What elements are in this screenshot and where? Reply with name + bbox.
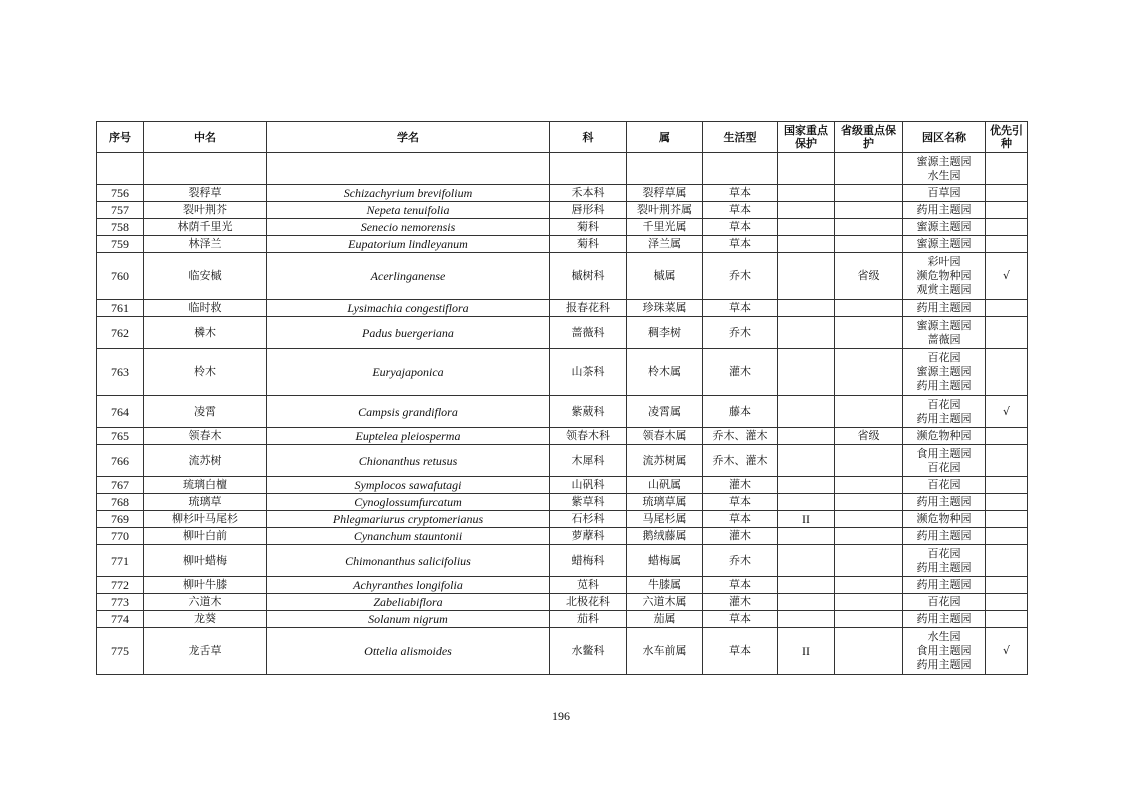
- cell-family: 水鳖科: [550, 628, 627, 675]
- table-row: [97, 628, 1028, 675]
- garden-name: 药用主题园: [916, 560, 972, 574]
- cell-garden-name: [903, 445, 986, 477]
- cell-garden-name: [903, 396, 986, 428]
- cell-priority: [986, 317, 1028, 349]
- cell-genus: 牛膝属: [627, 577, 703, 594]
- cell-scientific-name: Phlegmariurus cryptomerianus: [267, 511, 550, 528]
- cell-provincial-protection: [835, 396, 903, 428]
- cell-family: 菊科: [550, 236, 627, 253]
- table-row: [97, 528, 1028, 545]
- cell-provincial-protection: [835, 628, 903, 675]
- cell-life-form: 灌木: [703, 349, 778, 396]
- cell-chinese-name: 柳叶白前: [144, 528, 267, 545]
- cell-genus: 水车前属: [627, 628, 703, 675]
- cell-life-form: 草本: [703, 185, 778, 202]
- cell-life-form: 藤本: [703, 396, 778, 428]
- cell-family: 石杉科: [550, 511, 627, 528]
- cell-national-protection: [778, 577, 835, 594]
- garden-name: 药用主题园: [916, 529, 972, 542]
- cell-chinese-name: [144, 153, 267, 185]
- cell-family: 蔷薇科: [550, 317, 627, 349]
- cell-family: 唇形科: [550, 202, 627, 219]
- cell-national-protection: [778, 300, 835, 317]
- cell-no: 766: [97, 445, 144, 477]
- cell-genus: 裂稃草属: [627, 185, 703, 202]
- cell-chinese-name: 六道木: [144, 594, 267, 611]
- cell-provincial-protection: [835, 236, 903, 253]
- cell-no: 762: [97, 317, 144, 349]
- cell-priority: [986, 511, 1028, 528]
- table-row: [97, 477, 1028, 494]
- table-row: [97, 545, 1028, 577]
- cell-chinese-name: 橉木: [144, 317, 267, 349]
- garden-name: 百花园: [927, 351, 961, 364]
- garden-name: 百花园: [927, 460, 961, 474]
- garden-name: 药用主题园: [916, 203, 972, 216]
- cell-family: 领春木科: [550, 428, 627, 445]
- cell-family: 北极花科: [550, 594, 627, 611]
- garden-name: 百花园: [927, 397, 961, 411]
- garden-name: 药用主题园: [916, 658, 972, 671]
- garden-name: 蜜源主题园: [916, 318, 972, 332]
- cell-garden-name: [903, 317, 986, 349]
- cell-provincial-protection: [835, 349, 903, 396]
- cell-chinese-name: 龙葵: [144, 611, 267, 628]
- cell-scientific-name: Ottelia alismoides: [267, 628, 550, 675]
- cell-chinese-name: 林泽兰: [144, 236, 267, 253]
- cell-priority: [986, 528, 1028, 545]
- cell-life-form: 草本: [703, 300, 778, 317]
- garden-name: 水生园: [927, 630, 961, 643]
- cell-national-protection: [778, 528, 835, 545]
- cell-chinese-name: 琉璃白檀: [144, 477, 267, 494]
- page-number: 196: [552, 709, 570, 723]
- cell-life-form: 灌木: [703, 594, 778, 611]
- cell-priority: [986, 428, 1028, 445]
- cell-family: 蜡梅科: [550, 545, 627, 577]
- table-row: [97, 349, 1028, 396]
- cell-scientific-name: Schizachyrium brevifolium: [267, 185, 550, 202]
- cell-provincial-protection: [835, 317, 903, 349]
- cell-provincial-protection: [835, 577, 903, 594]
- cell-priority: [986, 577, 1028, 594]
- cell-no: 767: [97, 477, 144, 494]
- cell-garden-name: [903, 202, 986, 219]
- cell-genus: 裂叶荆芥属: [627, 202, 703, 219]
- cell-national-protection: [778, 219, 835, 236]
- cell-life-form: 草本: [703, 202, 778, 219]
- table-body: [97, 153, 1028, 675]
- table-row: [97, 511, 1028, 528]
- cell-genus: 稠李树: [627, 317, 703, 349]
- cell-genus: 柃木属: [627, 349, 703, 396]
- table-row: [97, 219, 1028, 236]
- cell-garden-name: [903, 545, 986, 577]
- table-row: [97, 153, 1028, 185]
- header-family: 科: [550, 122, 627, 153]
- cell-national-protection: [778, 428, 835, 445]
- cell-scientific-name: Cynanchum stauntonii: [267, 528, 550, 545]
- cell-provincial-protection: [835, 611, 903, 628]
- cell-priority: [986, 300, 1028, 317]
- garden-name: 百花园: [927, 478, 961, 491]
- cell-garden-name: [903, 349, 986, 396]
- cell-family: 苋科: [550, 577, 627, 594]
- cell-life-form: 乔木: [703, 317, 778, 349]
- cell-family: 槭树科: [550, 253, 627, 300]
- cell-scientific-name: Zabeliabiflora: [267, 594, 550, 611]
- cell-genus: 马尾杉属: [627, 511, 703, 528]
- cell-family: [550, 153, 627, 185]
- garden-name: 药用主题园: [916, 612, 972, 625]
- cell-family: 山茶科: [550, 349, 627, 396]
- cell-provincial-protection: [835, 494, 903, 511]
- cell-no: 775: [97, 628, 144, 675]
- cell-no: 760: [97, 253, 144, 300]
- cell-genus: [627, 153, 703, 185]
- cell-no: 773: [97, 594, 144, 611]
- cell-life-form: 乔木、灌木: [703, 445, 778, 477]
- garden-name: 百花园: [927, 595, 961, 608]
- cell-priority: [986, 185, 1028, 202]
- cell-scientific-name: Nepeta tenuifolia: [267, 202, 550, 219]
- cell-garden-name: [903, 628, 986, 675]
- cell-genus: 鹅绒藤属: [627, 528, 703, 545]
- cell-chinese-name: 临安槭: [144, 253, 267, 300]
- cell-scientific-name: Chimonanthus salicifolius: [267, 545, 550, 577]
- cell-national-protection: [778, 202, 835, 219]
- cell-life-form: [703, 153, 778, 185]
- cell-scientific-name: Acerlinganense: [267, 253, 550, 300]
- cell-chinese-name: 林荫千里光: [144, 219, 267, 236]
- cell-family: 禾本科: [550, 185, 627, 202]
- cell-garden-name: [903, 511, 986, 528]
- cell-garden-name: [903, 153, 986, 185]
- table-row: [97, 594, 1028, 611]
- cell-genus: 山矾属: [627, 477, 703, 494]
- garden-name: 食用主题园: [916, 644, 972, 657]
- cell-life-form: 草本: [703, 577, 778, 594]
- cell-chinese-name: 裂稃草: [144, 185, 267, 202]
- cell-genus: 珍珠菜属: [627, 300, 703, 317]
- cell-provincial-protection: [835, 445, 903, 477]
- cell-priority: √: [986, 628, 1028, 675]
- garden-name: 百草园: [927, 186, 961, 199]
- garden-name: 药用主题园: [916, 411, 972, 425]
- cell-no: 774: [97, 611, 144, 628]
- cell-priority: [986, 611, 1028, 628]
- cell-chinese-name: 柳叶蜡梅: [144, 545, 267, 577]
- table-row: [97, 236, 1028, 253]
- cell-genus: 千里光属: [627, 219, 703, 236]
- garden-name: 观赏主题园: [916, 283, 972, 296]
- cell-no: 764: [97, 396, 144, 428]
- cell-no: [97, 153, 144, 185]
- cell-priority: [986, 594, 1028, 611]
- header-chinese-name: 中名: [144, 122, 267, 153]
- cell-scientific-name: Achyranthes longifolia: [267, 577, 550, 594]
- cell-national-protection: [778, 185, 835, 202]
- garden-name: 水生园: [927, 168, 961, 182]
- cell-garden-name: [903, 594, 986, 611]
- cell-genus: 流苏树属: [627, 445, 703, 477]
- cell-no: 759: [97, 236, 144, 253]
- cell-family: 紫草科: [550, 494, 627, 511]
- cell-life-form: 草本: [703, 611, 778, 628]
- header-life-form: 生活型: [703, 122, 778, 153]
- garden-name: 药用主题园: [916, 578, 972, 591]
- cell-scientific-name: Cynoglossumfurcatum: [267, 494, 550, 511]
- cell-garden-name: [903, 577, 986, 594]
- header-genus: 属: [627, 122, 703, 153]
- cell-garden-name: [903, 494, 986, 511]
- cell-chinese-name: 领春木: [144, 428, 267, 445]
- cell-provincial-protection: 省级: [835, 253, 903, 300]
- table-row: [97, 577, 1028, 594]
- cell-chinese-name: 裂叶荆芥: [144, 202, 267, 219]
- cell-garden-name: [903, 477, 986, 494]
- cell-chinese-name: 柳杉叶马尾杉: [144, 511, 267, 528]
- garden-name: 濒危物种园: [916, 269, 972, 282]
- garden-name: 蜜源主题园: [916, 365, 972, 378]
- cell-scientific-name: Chionanthus retusus: [267, 445, 550, 477]
- cell-national-protection: [778, 236, 835, 253]
- cell-priority: [986, 494, 1028, 511]
- cell-genus: 茄属: [627, 611, 703, 628]
- cell-garden-name: [903, 253, 986, 300]
- cell-national-protection: [778, 317, 835, 349]
- cell-provincial-protection: [835, 528, 903, 545]
- cell-life-form: 乔木: [703, 545, 778, 577]
- cell-no: 761: [97, 300, 144, 317]
- table-row: [97, 445, 1028, 477]
- cell-national-protection: [778, 611, 835, 628]
- cell-provincial-protection: [835, 219, 903, 236]
- cell-genus: 槭属: [627, 253, 703, 300]
- cell-priority: [986, 153, 1028, 185]
- table-row: [97, 611, 1028, 628]
- cell-garden-name: [903, 611, 986, 628]
- cell-chinese-name: 柃木: [144, 349, 267, 396]
- cell-priority: [986, 219, 1028, 236]
- garden-name: 濒危物种园: [916, 512, 972, 525]
- cell-national-protection: II: [778, 628, 835, 675]
- cell-provincial-protection: [835, 594, 903, 611]
- header-priority: 优先引种: [986, 122, 1028, 153]
- cell-no: 768: [97, 494, 144, 511]
- table-row: [97, 253, 1028, 300]
- table-header: [97, 122, 1028, 153]
- cell-scientific-name: Senecio nemorensis: [267, 219, 550, 236]
- header-provincial-protection: 省级重点保护: [835, 122, 903, 153]
- cell-chinese-name: 凌霄: [144, 396, 267, 428]
- cell-scientific-name: Padus buergeriana: [267, 317, 550, 349]
- cell-life-form: 灌木: [703, 477, 778, 494]
- cell-genus: 蜡梅属: [627, 545, 703, 577]
- table-row: [97, 185, 1028, 202]
- cell-priority: [986, 349, 1028, 396]
- cell-genus: 琉璃草属: [627, 494, 703, 511]
- cell-scientific-name: Lysimachia congestiflora: [267, 300, 550, 317]
- cell-scientific-name: Symplocos sawafutagi: [267, 477, 550, 494]
- cell-no: 769: [97, 511, 144, 528]
- garden-name: 彩叶园: [927, 255, 961, 268]
- header-garden-name: 园区名称: [903, 122, 986, 153]
- cell-garden-name: [903, 528, 986, 545]
- cell-family: 茄科: [550, 611, 627, 628]
- cell-national-protection: [778, 396, 835, 428]
- cell-genus: 凌霄属: [627, 396, 703, 428]
- cell-national-protection: [778, 494, 835, 511]
- garden-name: 蜜源主题园: [916, 237, 972, 250]
- garden-name: 濒危物种园: [916, 429, 972, 442]
- table-row: [97, 428, 1028, 445]
- cell-provincial-protection: [835, 300, 903, 317]
- cell-national-protection: [778, 594, 835, 611]
- cell-chinese-name: 琉璃草: [144, 494, 267, 511]
- cell-genus: 六道木属: [627, 594, 703, 611]
- table-row: [97, 300, 1028, 317]
- cell-priority: [986, 477, 1028, 494]
- cell-priority: [986, 445, 1028, 477]
- cell-garden-name: [903, 428, 986, 445]
- cell-scientific-name: Euryajaponica: [267, 349, 550, 396]
- table-row: [97, 396, 1028, 428]
- cell-national-protection: [778, 545, 835, 577]
- cell-garden-name: [903, 236, 986, 253]
- table-row: [97, 317, 1028, 349]
- cell-garden-name: [903, 185, 986, 202]
- cell-no: 765: [97, 428, 144, 445]
- cell-life-form: 乔木: [703, 253, 778, 300]
- cell-national-protection: [778, 349, 835, 396]
- cell-national-protection: [778, 153, 835, 185]
- cell-chinese-name: 柳叶牛膝: [144, 577, 267, 594]
- cell-no: 772: [97, 577, 144, 594]
- header-no: 序号: [97, 122, 144, 153]
- cell-chinese-name: 龙舌草: [144, 628, 267, 675]
- cell-provincial-protection: [835, 477, 903, 494]
- cell-life-form: 草本: [703, 511, 778, 528]
- garden-name: 药用主题园: [916, 379, 972, 392]
- cell-life-form: 草本: [703, 236, 778, 253]
- cell-scientific-name: Eupatorium lindleyanum: [267, 236, 550, 253]
- table-row: [97, 202, 1028, 219]
- species-table: [96, 121, 1028, 675]
- cell-national-protection: [778, 477, 835, 494]
- cell-priority: [986, 236, 1028, 253]
- cell-chinese-name: 流苏树: [144, 445, 267, 477]
- cell-life-form: 灌木: [703, 528, 778, 545]
- cell-genus: 泽兰属: [627, 236, 703, 253]
- table-row: [97, 494, 1028, 511]
- garden-name: 食用主题园: [916, 446, 972, 460]
- cell-provincial-protection: [835, 511, 903, 528]
- cell-provincial-protection: 省级: [835, 428, 903, 445]
- cell-garden-name: [903, 300, 986, 317]
- cell-national-protection: II: [778, 511, 835, 528]
- cell-provincial-protection: [835, 185, 903, 202]
- cell-priority: [986, 545, 1028, 577]
- cell-no: 756: [97, 185, 144, 202]
- garden-name: 药用主题园: [916, 301, 972, 314]
- cell-life-form: 草本: [703, 628, 778, 675]
- cell-provincial-protection: [835, 153, 903, 185]
- cell-no: 763: [97, 349, 144, 396]
- cell-family: 萝藦科: [550, 528, 627, 545]
- cell-no: 758: [97, 219, 144, 236]
- cell-family: 木犀科: [550, 445, 627, 477]
- cell-family: 菊科: [550, 219, 627, 236]
- cell-priority: √: [986, 253, 1028, 300]
- cell-family: 报春花科: [550, 300, 627, 317]
- cell-no: 757: [97, 202, 144, 219]
- header-row: [97, 122, 1028, 153]
- garden-name: 百花园: [927, 546, 961, 560]
- cell-national-protection: [778, 253, 835, 300]
- cell-genus: 领春木属: [627, 428, 703, 445]
- garden-name: 蜜源主题园: [916, 220, 972, 233]
- cell-no: 771: [97, 545, 144, 577]
- cell-priority: √: [986, 396, 1028, 428]
- cell-national-protection: [778, 445, 835, 477]
- cell-no: 770: [97, 528, 144, 545]
- cell-scientific-name: [267, 153, 550, 185]
- garden-name: 蔷薇园: [927, 332, 961, 346]
- cell-provincial-protection: [835, 545, 903, 577]
- cell-provincial-protection: [835, 202, 903, 219]
- header-scientific-name: 学名: [267, 122, 550, 153]
- cell-family: 紫葳科: [550, 396, 627, 428]
- cell-life-form: 乔木、灌木: [703, 428, 778, 445]
- cell-garden-name: [903, 219, 986, 236]
- garden-name: 药用主题园: [916, 495, 972, 508]
- garden-name: 蜜源主题园: [916, 154, 972, 168]
- cell-scientific-name: Euptelea pleiosperma: [267, 428, 550, 445]
- cell-chinese-name: 临时救: [144, 300, 267, 317]
- cell-family: 山矾科: [550, 477, 627, 494]
- cell-life-form: 草本: [703, 219, 778, 236]
- cell-scientific-name: Solanum nigrum: [267, 611, 550, 628]
- cell-life-form: 草本: [703, 494, 778, 511]
- cell-scientific-name: Campsis grandiflora: [267, 396, 550, 428]
- cell-priority: [986, 202, 1028, 219]
- header-national-protection: 国家重点保护: [778, 122, 835, 153]
